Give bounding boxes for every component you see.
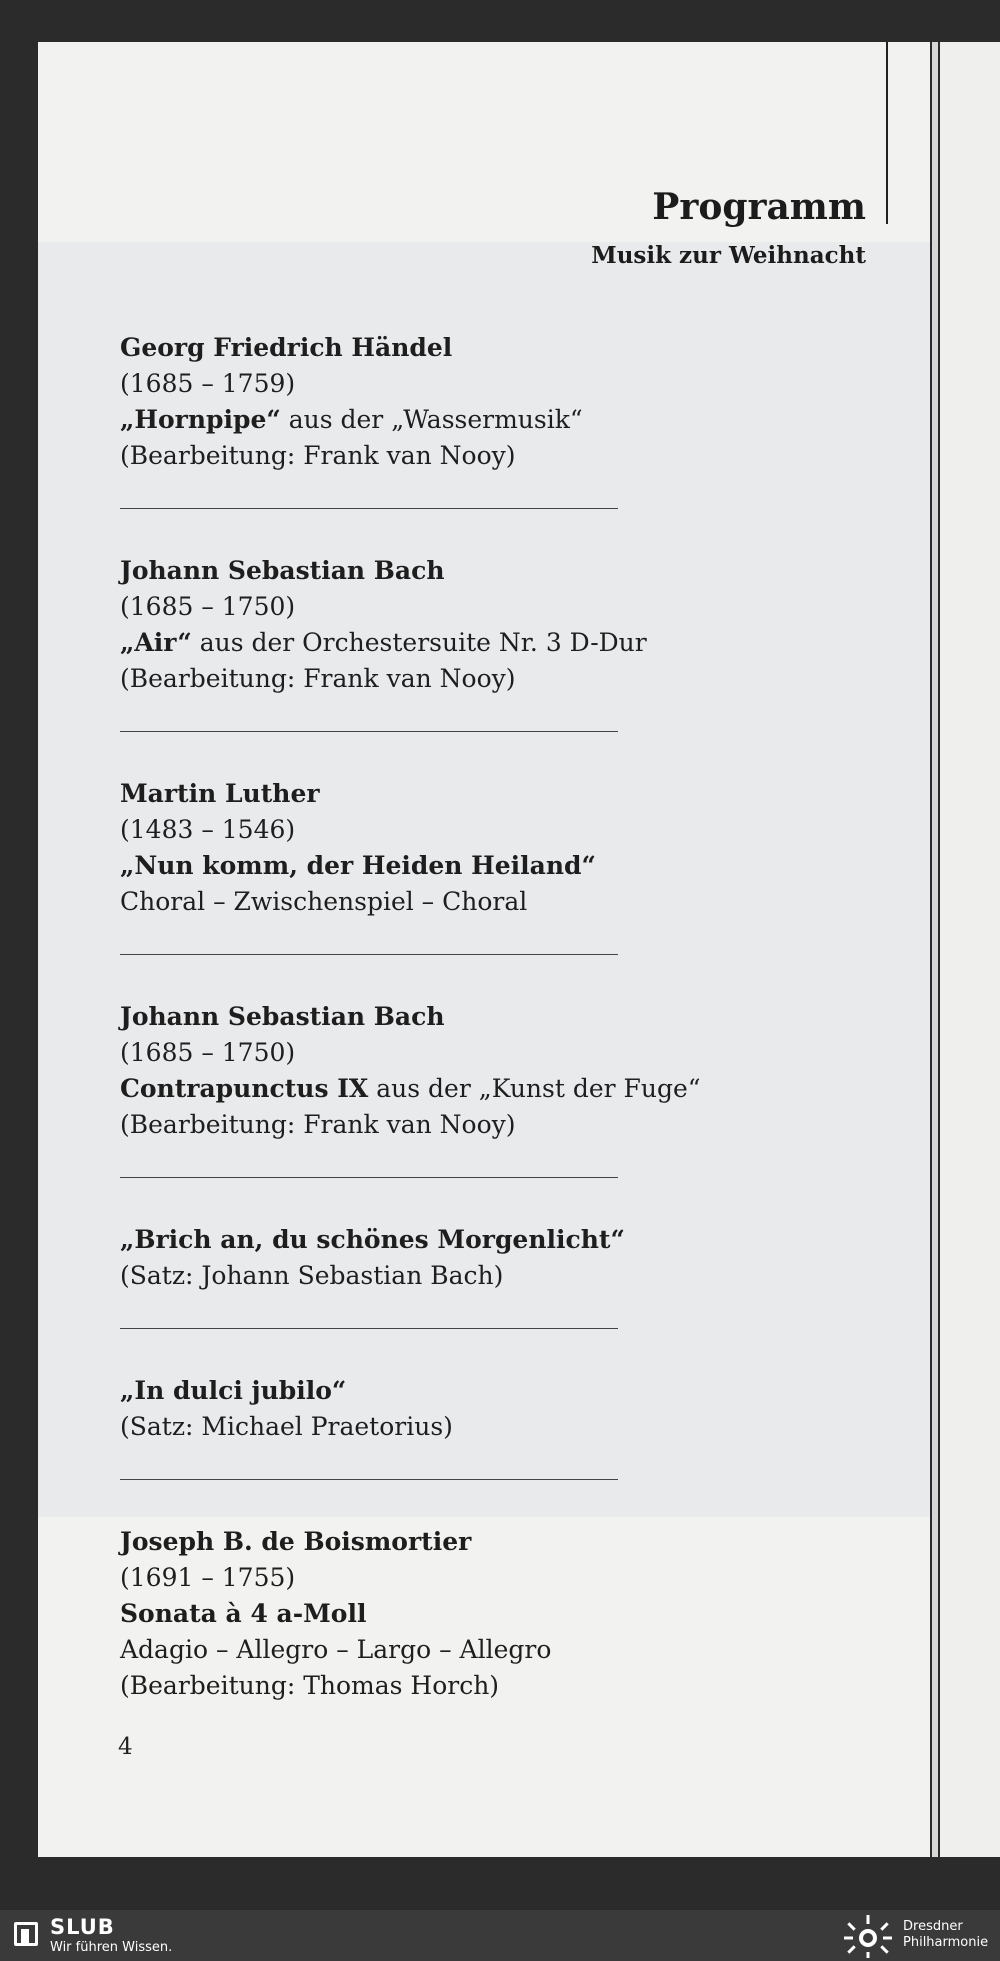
entry-line: (1685 – 1750) xyxy=(120,592,296,621)
entry-line: (1685 – 1750) xyxy=(120,1038,296,1067)
page-title: Programm xyxy=(652,186,866,228)
divider-line xyxy=(120,1328,618,1329)
divider-line xyxy=(120,1177,618,1178)
program-entry xyxy=(120,330,640,474)
divider-line xyxy=(120,954,618,955)
entry-line: (Bearbeitung: Frank van Nooy) xyxy=(120,441,516,470)
entry-line: (Satz: Johann Sebastian Bach) xyxy=(120,1261,504,1290)
divider-line xyxy=(120,508,618,509)
library-name[interactable]: SLUB xyxy=(50,1915,115,1939)
entry-heading: „In dulci jubilo“ xyxy=(120,1376,347,1405)
work-title-line xyxy=(120,625,647,661)
work-source: aus der „Kunst der Fuge“ xyxy=(368,1074,701,1103)
entry-heading: Georg Friedrich Händel xyxy=(120,333,453,362)
entry-line: (Bearbeitung: Thomas Horch) xyxy=(120,1671,500,1700)
entry-heading: „Brich an, du schönes Morgenlicht“ xyxy=(120,1225,625,1254)
entry-line: (1685 – 1759) xyxy=(120,369,296,398)
program-list xyxy=(120,330,701,1704)
entry-heading: Joseph B. de Boismortier xyxy=(120,1527,472,1556)
entry-heading: Johann Sebastian Bach xyxy=(120,556,445,585)
program-entry xyxy=(120,1524,640,1704)
divider-line xyxy=(120,731,618,732)
page-number: 4 xyxy=(118,1734,133,1760)
entry-line: Sonata à 4 a-Moll xyxy=(120,1599,367,1628)
slub-logo-icon[interactable] xyxy=(14,1922,38,1946)
entry-line: Choral – Zwischenspiel – Choral xyxy=(120,887,528,916)
entry-line: (1483 – 1546) xyxy=(120,815,296,844)
program-entry xyxy=(120,553,647,697)
partner-name[interactable] xyxy=(903,1919,988,1951)
entry-line: (Bearbeitung: Frank van Nooy) xyxy=(120,1110,516,1139)
program-entry xyxy=(120,776,640,920)
program-entry xyxy=(120,999,701,1143)
entry-heading: Martin Luther xyxy=(120,779,320,808)
divider-line xyxy=(120,1479,618,1480)
adjacent-page-edge xyxy=(940,42,1000,1857)
entry-line: (Satz: Michael Praetorius) xyxy=(120,1412,453,1441)
footer-bar xyxy=(0,1910,1000,1961)
work-title: „Air“ xyxy=(120,628,192,657)
partner-name-line2: Philharmonie xyxy=(903,1935,989,1950)
entry-line: „Nun komm, der Heiden Heiland“ xyxy=(120,851,596,880)
program-entry xyxy=(120,1373,640,1445)
program-entry xyxy=(120,1222,640,1294)
entry-line: (Bearbeitung: Frank van Nooy) xyxy=(120,664,516,693)
library-tagline: Wir führen Wissen. xyxy=(50,1940,173,1955)
dresdner-philharmonie-logo-icon[interactable] xyxy=(842,1914,894,1958)
work-title-line xyxy=(120,402,640,438)
page-subtitle: Musik zur Weihnacht xyxy=(591,242,866,269)
work-source: aus der Orchestersuite Nr. 3 D-Dur xyxy=(191,628,647,657)
entry-line: (1691 – 1755) xyxy=(120,1563,296,1592)
entry-line: Adagio – Allegro – Largo – Allegro xyxy=(120,1635,552,1664)
page-gutter xyxy=(932,42,938,1857)
work-title: Contrapunctus IX xyxy=(120,1074,369,1103)
work-title: „Hornpipe“ xyxy=(120,405,281,434)
partner-name-line1: Dresdner xyxy=(903,1919,963,1934)
entry-heading: Johann Sebastian Bach xyxy=(120,1002,445,1031)
fold-line xyxy=(886,42,888,224)
work-source: aus der „Wassermusik“ xyxy=(280,405,583,434)
work-title-line xyxy=(120,1071,701,1107)
